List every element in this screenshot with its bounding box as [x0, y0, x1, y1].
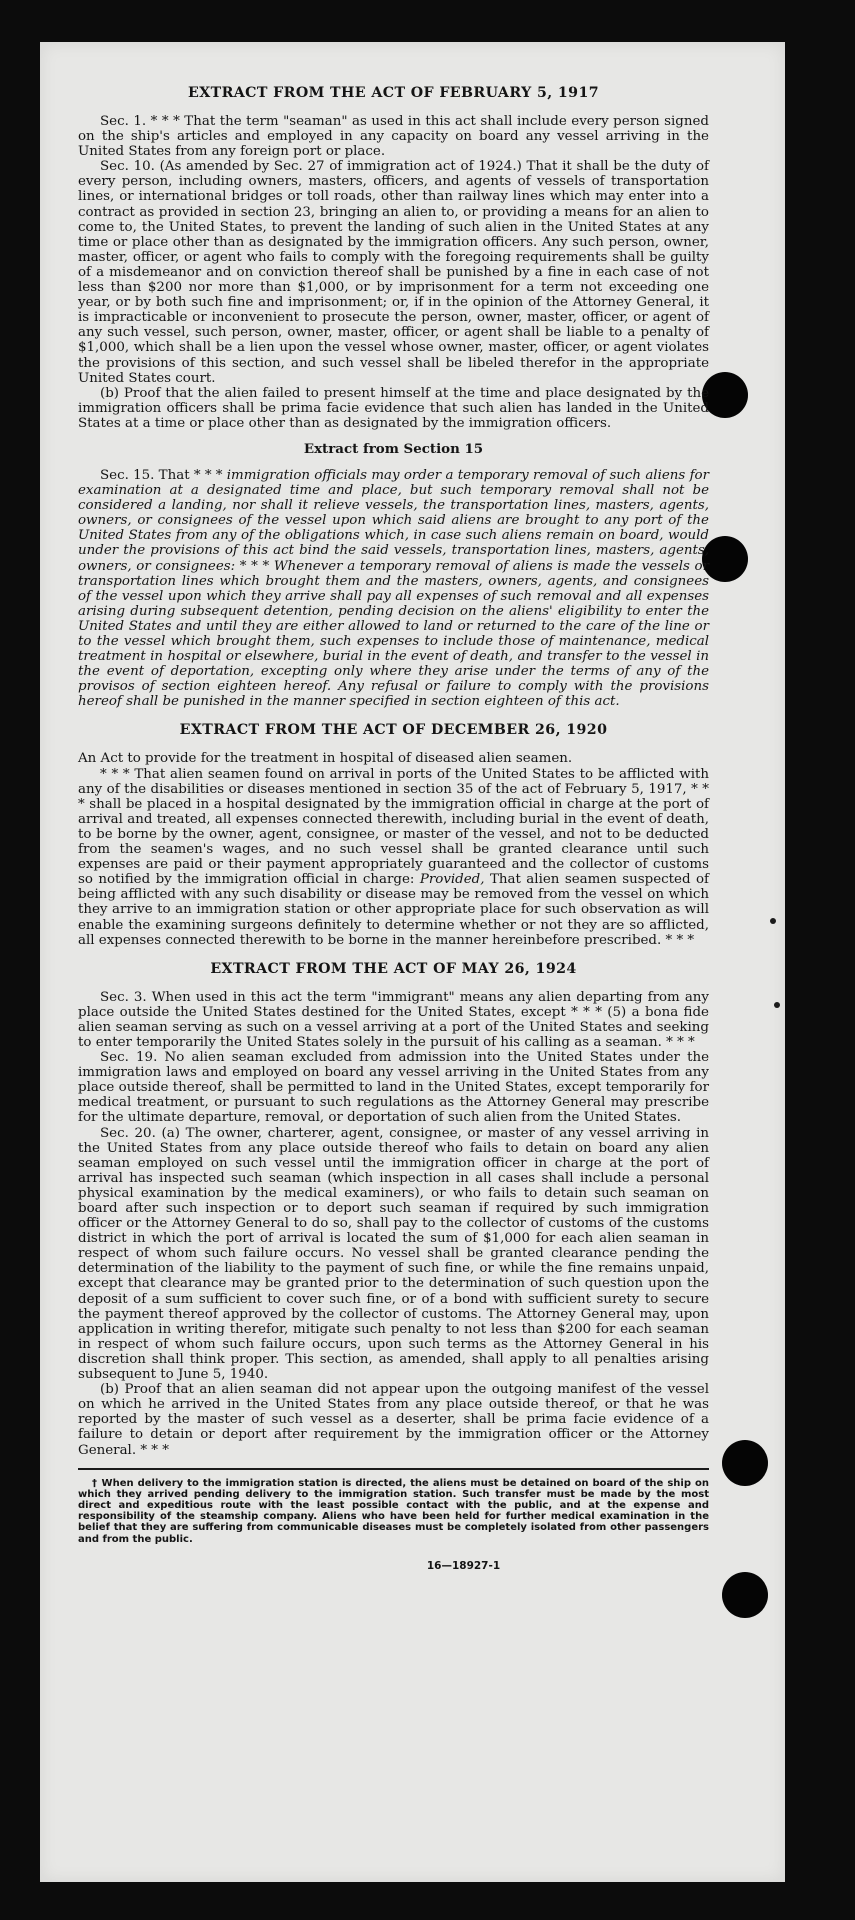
act-1920-heading: EXTRACT FROM THE ACT OF DECEMBER 26, 1920: [179, 722, 608, 739]
footnote-text: † When delivery to the immigration station is directed, the aliens must be detained on board of the ship on which they arrived pending delivery to the immigration station. Such transfer must be made by the most direct and expeditious route with the least possible contact with the public, and at the expense and responsibility of the steamship company. Aliens who have been held for further medical examination in the belief that they are suffering from communicable diseases must be completely isolated from other passengers and from the public.: [78, 1477, 709, 1545]
sec-1-paragraph: Sec. 1. * * * That the term "seaman" as used in this act shall include every person signed on the ship's articles and employed in any capacity on board any vessel arriving in the United States from any foreign port or place.: [78, 114, 709, 160]
footnote: [78, 1478, 709, 1545]
section-15-section: [78, 441, 709, 710]
form-number: 16—18927-1: [426, 1559, 501, 1572]
act-1920-section: [78, 721, 709, 947]
sec-20b-paragraph: (b) Proof that an alien seaman did not appear upon the outgoing manifest of the vessel on which he arrived in the United States from any place outside thereof, or that he was reported by the master of such vessel as a deserter, shall be prima facie evidence of a failure to detain or deport after requirement by the immigration officer or the Attorney General. * * *: [78, 1382, 709, 1458]
footnote-divider: [78, 1468, 709, 1470]
sec-10-paragraph: Sec. 10. (As amended by Sec. 27 of immigration act of 1924.) That it shall be the duty of every person, including owners, masters, officers, and agents of vessels of transportation lines, or international bridges or toll roads, other than railway lines which may enter into a contract as provided in section 23, bringing an alien to, or providing a means for an alien to come to, the United States, to prevent the landing of such alien in the United States at any time or place other than as designated by the immigration officers. Any such person, owner, master, officer, or agent who fails to comply with the foregoing requirements shall be guilty of a misdemeanor and on conviction thereof shall be punished by a fine in each case of not less than $200 nor more than $1,000, or by imprisonment for a term not exceeding one year, or by both such fine and imprisonment; or, if in the opinion of the Attorney General, it is impracticable or inconvenient to prosecute the person, owner, master, officer, or agent of any such vessel, such person, owner, master, officer, or agent shall be liable to a penalty of $1,000, which shall be a lien upon the vessel whose owner, master, officer, or agent violates the provisions of this section, and such vessel shall be libeled therefor in the appropriate United States court.: [78, 159, 709, 386]
act-1920-paragraph: [78, 767, 709, 948]
act-1920-text-after: That alien seamen suspected of being afflicted with any such disability or disease may be removed from the vessel on which they arrive to an immigration station or other appropriate place for such observation as will enable the examining surgeons definitely to determine whether or not they are so afflicted, all expenses connected therewith to be borne in the manner hereinbefore prescribed. * * *: [78, 872, 709, 948]
act-1920-title: An Act to provide for the treatment in hospital of diseased alien seamen.: [78, 751, 573, 767]
sec-19-paragraph: Sec. 19. No alien seaman excluded from admission into the United States under the immigration laws and employed on board any vessel arriving in the United States from any place outside thereof, shall be permitted to land in the United States, except temporarily for medical treatment, or pursuant to such regulations as the Attorney General may prescribe for the ultimate departure, removal, or deportation of such alien from the United States.: [78, 1050, 709, 1126]
punch-hole: [722, 1572, 768, 1618]
section-15-heading: Extract from Section 15: [303, 440, 484, 457]
sec-15-italic-text: immigration officials may order a temporary removal of such aliens for examination at a designated time and place, but such temporary removal shall not be considered a landing, nor shall it relieve vessels, the transportation lines, masters, agents, owners, or consignees of the vessel upon which said aliens are brought to any port of the United States from any of the obligations which, in case such aliens remain on board, would under the provisions of this act bind the said vessels, transportation lines, masters, agents, owners, or consignees: * * * Whenever a temporary removal of aliens is made the vessels or transportation lines which brought them and the masters, owners, agents, and consignees of the vessel upon which they arrive shall pay all expenses of such removal and all expenses arising during subsequent detention, pending decision on the aliens' eligibility to enter the United States and until they are either allowed to land or returned to the care of the line or to the vessel which brought them, such expenses to include those of maintenance, medical treatment in hospital or elsewhere, burial in the event of death, and transfer to the vessel in the event of deportation, excepting only where they arise under the terms of any of the provisos of section eighteen hereof. Any refusal or failure to comply with the provisions hereof shall be punished in the manner specified in section eighteen of this act.: [78, 467, 709, 710]
act-1924-section: [78, 960, 709, 1458]
sec-20a-paragraph: Sec. 20. (a) The owner, charterer, agent, consignee, or master of any vessel arriving in the United States from any place outside thereof who fails to detain on board any alien seaman employed on such vessel until the immigration officer in charge at the port of arrival has inspected such seaman (which inspection in all cases shall include a personal physical examination by the medical examiners), or who fails to detain such seaman on board after such inspection or to deport such seaman if required by such immigration officer or the Attorney General to do so, shall pay to the collector of customs of the customs district in which the port of arrival is located the sum of $1,000 for each alien seaman in respect of whom such failure occurs. No vessel shall be granted clearance pending the determination of the liability to the payment of such fine, or while the fine remains unpaid, except that clearance may be granted prior to the determination of such question upon the deposit of a sum sufficient to cover such fine, or of a bond with sufficient surety to secure the payment thereof approved by the collector of customs. The Attorney General may, upon application in writing therefor, mitigate such penalty to not less than $200 for each seaman in respect of whom such failure occurs, upon such terms as the Attorney General in his discretion shall think proper. This section, as amended, shall apply to all penalties arising subsequent to June 5, 1940.: [78, 1125, 709, 1383]
document-body: [78, 84, 709, 1574]
margin-speck: [770, 918, 776, 924]
act-1917-heading: EXTRACT FROM THE ACT OF FEBRUARY 5, 1917: [188, 85, 599, 101]
act-1920-text-before: * * * That alien seamen found on arrival in ports of the United States to be afflicted with any of the disabilities or diseases mentioned in section 35 of the act of February 5, 1917, * * * shall be placed in a hospital designated by the immigration official in charge at the port of arrival and treated, all expenses connected therewith, including burial in the event of death, to be borne by the owner, agent, consignee, or master of the vessel, and not to be deducted from the seamen's wages, and no such vessel shall be granted clearance until such expenses are paid or their payment appropriately guaranteed and the collector of customs so notified by the immigration official in charge:: [78, 766, 709, 888]
sec-15-paragraph: [78, 468, 709, 710]
sec-15-lead: Sec. 15. That * * *: [100, 467, 227, 483]
sec-3-paragraph: Sec. 3. When used in this act the term "immigrant" means any alien departing from any place outside the United States destined for the United States, except * * * (5) a bona fide alien seaman serving as such on a vessel arriving at a port of the United States and seeking to enter temporarily the United States solely in the pursuit of his calling as a seaman. * * *: [78, 989, 709, 1050]
sec-10b-paragraph: (b) Proof that the alien failed to present himself at the time and place designated by the immigration officers shall be prima facie evidence that such alien has landed in the United States at a time or place other than as designated by the immigration officers.: [78, 385, 709, 431]
provided-word: Provided,: [419, 872, 485, 888]
act-1917-section: [78, 84, 709, 431]
act-1924-heading: EXTRACT FROM THE ACT OF MAY 26, 1924: [210, 960, 577, 977]
punch-hole: [722, 1440, 768, 1486]
margin-speck: [774, 1002, 780, 1008]
document-page: [40, 42, 785, 1882]
